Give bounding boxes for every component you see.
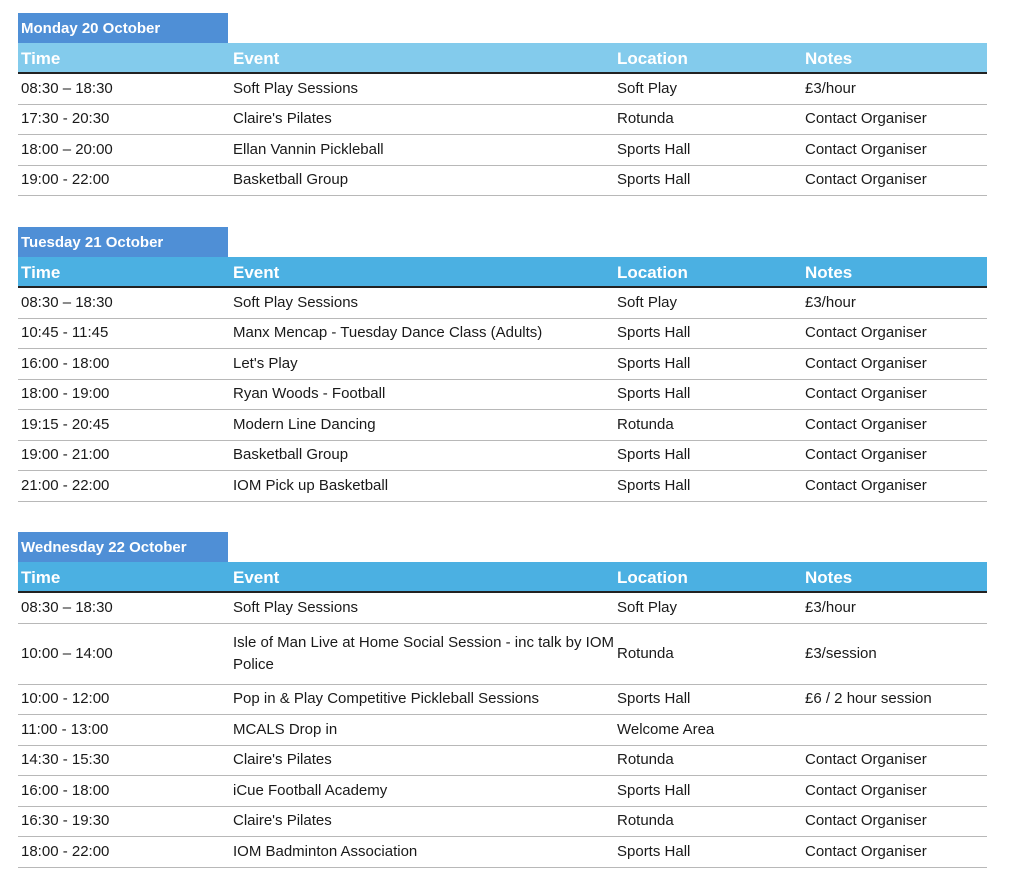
cell-event: Modern Line Dancing bbox=[230, 410, 614, 441]
cell-event: Basketball Group bbox=[230, 441, 614, 472]
cell-location: Sports Hall bbox=[614, 349, 802, 380]
schedule-table bbox=[18, 562, 987, 868]
column-header-event: Event bbox=[230, 257, 614, 288]
cell-time: 16:00 - 18:00 bbox=[18, 776, 230, 807]
cell-location: Sports Hall bbox=[614, 166, 802, 197]
cell-location: Rotunda bbox=[614, 746, 802, 777]
cell-notes: £6 / 2 hour session bbox=[802, 685, 987, 716]
column-header-event: Event bbox=[230, 562, 614, 593]
cell-time: 10:45 - 11:45 bbox=[18, 319, 230, 350]
cell-time: 08:30 – 18:30 bbox=[18, 74, 230, 105]
cell-time: 14:30 - 15:30 bbox=[18, 746, 230, 777]
cell-time: 10:00 - 12:00 bbox=[18, 685, 230, 716]
day-section-wednesday bbox=[18, 532, 987, 868]
cell-event: Ryan Woods - Football bbox=[230, 380, 614, 411]
cell-event: Claire's Pilates bbox=[230, 105, 614, 136]
cell-time: 18:00 – 20:00 bbox=[18, 135, 230, 166]
cell-notes: Contact Organiser bbox=[802, 319, 987, 350]
cell-event: Let's Play bbox=[230, 349, 614, 380]
cell-event: Basketball Group bbox=[230, 166, 614, 197]
column-header-notes: Notes bbox=[802, 257, 987, 288]
cell-notes: £3/hour bbox=[802, 593, 987, 624]
cell-time: 16:30 - 19:30 bbox=[18, 807, 230, 838]
cell-notes: Contact Organiser bbox=[802, 837, 987, 868]
cell-notes: Contact Organiser bbox=[802, 746, 987, 777]
column-header-time: Time bbox=[18, 43, 230, 74]
day-section-tuesday bbox=[18, 227, 987, 502]
cell-event: IOM Pick up Basketball bbox=[230, 471, 614, 502]
cell-location: Rotunda bbox=[614, 807, 802, 838]
cell-time: 11:00 - 13:00 bbox=[18, 715, 230, 746]
column-header-event: Event bbox=[230, 43, 614, 74]
cell-location: Sports Hall bbox=[614, 135, 802, 166]
cell-event: Manx Mencap - Tuesday Dance Class (Adults) bbox=[230, 319, 614, 350]
cell-time: 17:30 - 20:30 bbox=[18, 105, 230, 136]
cell-event: Soft Play Sessions bbox=[230, 593, 614, 624]
column-header-notes: Notes bbox=[802, 562, 987, 593]
cell-notes: Contact Organiser bbox=[802, 807, 987, 838]
schedule-table bbox=[18, 257, 987, 502]
day-section-monday bbox=[18, 13, 987, 196]
cell-event: Soft Play Sessions bbox=[230, 288, 614, 319]
cell-time: 19:00 - 22:00 bbox=[18, 166, 230, 197]
day-label: Wednesday 22 October bbox=[18, 532, 228, 562]
column-header-location: Location bbox=[614, 43, 802, 74]
cell-time: 16:00 - 18:00 bbox=[18, 349, 230, 380]
cell-time: 21:00 - 22:00 bbox=[18, 471, 230, 502]
cell-event: Claire's Pilates bbox=[230, 807, 614, 838]
cell-notes: Contact Organiser bbox=[802, 166, 987, 197]
cell-notes bbox=[802, 715, 987, 746]
schedule-table bbox=[18, 43, 987, 196]
cell-time: 18:00 - 19:00 bbox=[18, 380, 230, 411]
cell-time: 10:00 – 14:00 bbox=[18, 624, 230, 685]
cell-notes: Contact Organiser bbox=[802, 105, 987, 136]
cell-notes: Contact Organiser bbox=[802, 135, 987, 166]
cell-location: Rotunda bbox=[614, 410, 802, 441]
column-header-time: Time bbox=[18, 562, 230, 593]
column-header-notes: Notes bbox=[802, 43, 987, 74]
cell-location: Sports Hall bbox=[614, 685, 802, 716]
cell-time: 08:30 – 18:30 bbox=[18, 593, 230, 624]
cell-event: Ellan Vannin Pickleball bbox=[230, 135, 614, 166]
day-label: Tuesday 21 October bbox=[18, 227, 228, 257]
cell-event: iCue Football Academy bbox=[230, 776, 614, 807]
cell-location: Sports Hall bbox=[614, 380, 802, 411]
cell-notes: £3/hour bbox=[802, 288, 987, 319]
cell-time: 19:00 - 21:00 bbox=[18, 441, 230, 472]
cell-notes: Contact Organiser bbox=[802, 410, 987, 441]
cell-notes: Contact Organiser bbox=[802, 349, 987, 380]
cell-location: Soft Play bbox=[614, 288, 802, 319]
cell-notes: Contact Organiser bbox=[802, 380, 987, 411]
cell-location: Sports Hall bbox=[614, 776, 802, 807]
cell-location: Soft Play bbox=[614, 74, 802, 105]
cell-time: 08:30 – 18:30 bbox=[18, 288, 230, 319]
cell-location: Sports Hall bbox=[614, 837, 802, 868]
cell-notes: Contact Organiser bbox=[802, 471, 987, 502]
cell-event: Claire's Pilates bbox=[230, 746, 614, 777]
cell-event: MCALS Drop in bbox=[230, 715, 614, 746]
cell-location: Sports Hall bbox=[614, 471, 802, 502]
day-label: Monday 20 October bbox=[18, 13, 228, 43]
column-header-time: Time bbox=[18, 257, 230, 288]
cell-event: Isle of Man Live at Home Social Session - inc talk by IOM Police bbox=[230, 624, 614, 685]
cell-time: 19:15 - 20:45 bbox=[18, 410, 230, 441]
cell-notes: £3/hour bbox=[802, 74, 987, 105]
cell-event: Pop in & Play Competitive Pickleball Sessions bbox=[230, 685, 614, 716]
cell-time: 18:00 - 22:00 bbox=[18, 837, 230, 868]
cell-location: Welcome Area bbox=[614, 715, 802, 746]
cell-notes: Contact Organiser bbox=[802, 441, 987, 472]
cell-notes: Contact Organiser bbox=[802, 776, 987, 807]
column-header-location: Location bbox=[614, 562, 802, 593]
cell-location: Sports Hall bbox=[614, 319, 802, 350]
cell-location: Soft Play bbox=[614, 593, 802, 624]
column-header-location: Location bbox=[614, 257, 802, 288]
cell-event: Soft Play Sessions bbox=[230, 74, 614, 105]
cell-location: Sports Hall bbox=[614, 441, 802, 472]
cell-location: Rotunda bbox=[614, 624, 802, 685]
cell-notes: £3/session bbox=[802, 624, 987, 685]
cell-location: Rotunda bbox=[614, 105, 802, 136]
cell-event: IOM Badminton Association bbox=[230, 837, 614, 868]
